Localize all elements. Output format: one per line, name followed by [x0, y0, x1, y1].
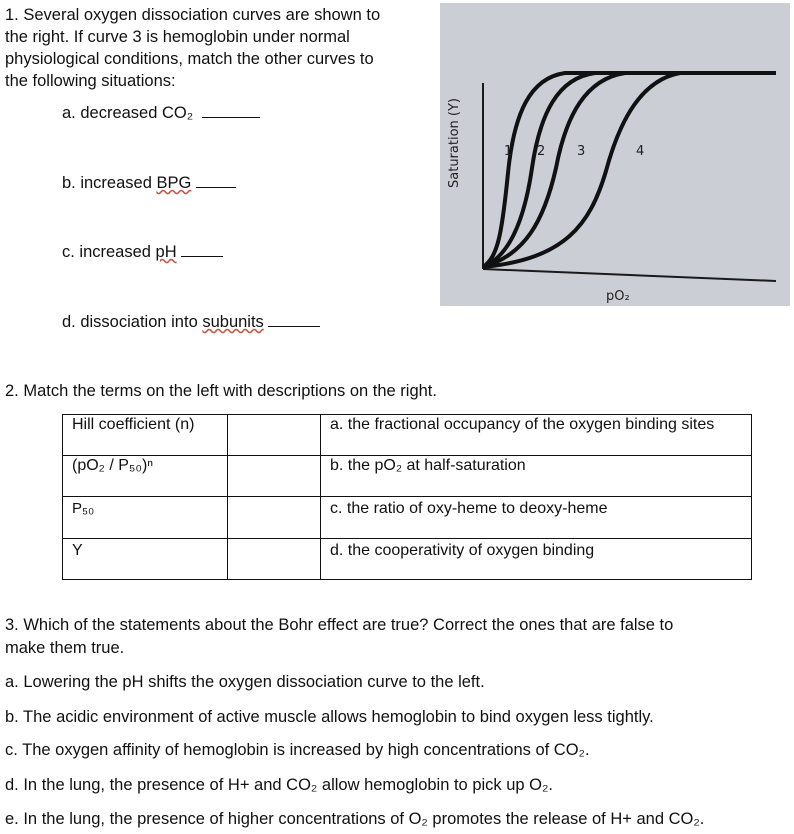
graph-svg [440, 3, 790, 306]
q1-item-c-prefix: c. increased [62, 243, 156, 261]
q1-item-d [62, 313, 320, 332]
q1-item-b-prefix: b. increased [62, 174, 157, 192]
q3-title-line-2: make them true. [5, 639, 125, 657]
q3-statement-c: c. The oxygen affinity of hemoglobin is increased by high concentrations of CO₂. [5, 741, 590, 759]
table-row [63, 415, 752, 456]
answer-cell[interactable] [228, 456, 321, 497]
q1-item-a [62, 104, 260, 123]
q3-title-line-1: 3. Which of the statements about the Bohr effect are true? Correct the ones that are false to [5, 616, 674, 634]
term-cell: Hill coefficient (n) [63, 415, 228, 456]
q1-item-d-prefix: d. dissociation into [62, 313, 203, 331]
q1-item-c-term: pH [155, 243, 177, 261]
q3-statement-d: d. In the lung, the presence of H+ and CO₂ allow hemoglobin to pick up O₂. [5, 776, 554, 794]
y-axis-label: Saturation (Y) [447, 98, 462, 188]
curve-label-4: 4 [636, 144, 645, 159]
curve-label-1: 1 [504, 144, 513, 159]
table-row [63, 539, 752, 580]
q2-title: 2. Match the terms on the left with descriptions on the right. [5, 382, 437, 400]
term-cell: (pO₂ / P₅₀)ⁿ [63, 456, 228, 497]
curve-label-2: 2 [537, 144, 546, 159]
term-cell: Y [63, 539, 228, 580]
answer-cell[interactable] [228, 539, 321, 580]
q1-line-3: physiological conditions, match the other curves to [5, 50, 374, 68]
description-cell: b. the pO₂ at half-saturation [321, 456, 752, 497]
q1-item-b-term: BPG [156, 174, 192, 192]
q1-item-d-term: subunits [202, 313, 264, 331]
x-axis-label: pO₂ [606, 289, 630, 304]
x-axis [483, 269, 776, 281]
description-cell: d. the cooperativity of oxygen binding [321, 539, 752, 580]
table-row [63, 497, 752, 539]
answer-cell[interactable] [228, 415, 321, 456]
answer-blank-c[interactable] [181, 256, 223, 257]
description-cell: a. the fractional occupancy of the oxygen binding sites [321, 415, 752, 456]
q1-item-a-label: a. decreased CO₂ [62, 104, 194, 122]
table-row [63, 456, 752, 497]
curve-label-3: 3 [577, 144, 586, 159]
q3-statement-b: b. The acidic environment of active muscle allows hemoglobin to bind oxygen less tightly. [5, 708, 654, 726]
answer-blank-a[interactable] [202, 117, 260, 118]
answer-blank-d[interactable] [268, 326, 320, 327]
q3-statement-a: a. Lowering the pH shifts the oxygen dissociation curve to the left. [5, 673, 485, 691]
q1-item-b [62, 174, 236, 193]
q1-line-4: the following situations: [5, 72, 176, 90]
answer-cell[interactable] [228, 497, 321, 539]
oxygen-dissociation-graph [440, 3, 790, 306]
q3-statement-e: e. In the lung, the presence of higher concentrations of O₂ promotes the release of H+ and CO₂. [5, 810, 705, 828]
description-cell: c. the ratio of oxy-heme to deoxy-heme [321, 497, 752, 539]
q1-line-1: 1. Several oxygen dissociation curves are shown to [5, 6, 381, 24]
term-cell: P₅₀ [63, 497, 228, 539]
q1-item-c [62, 243, 223, 262]
answer-blank-b[interactable] [196, 187, 236, 188]
q1-line-2: the right. If curve 3 is hemoglobin under normal [5, 28, 350, 46]
matching-table [62, 414, 752, 580]
